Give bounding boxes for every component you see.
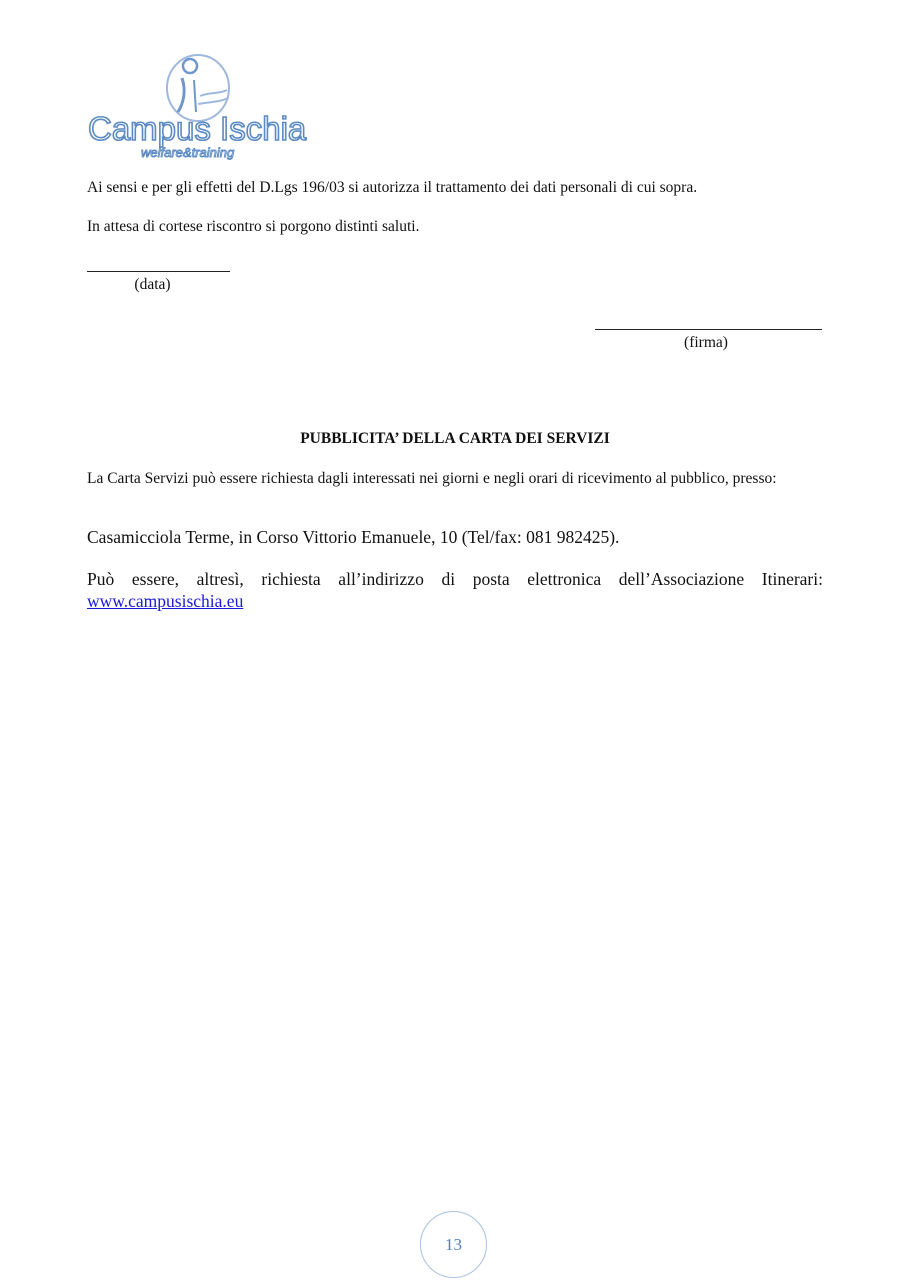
signature-label: (firma) [684,334,728,351]
email-paragraph: Può essere, altresì, richiesta all’indirizzo di posta elettronica dell’Associazione Itinerari: [87,569,823,589]
date-signature-line [87,271,230,272]
section-heading: PUBBLICITA’ DELLA CARTA DEI SERVIZI [300,430,610,447]
website-link[interactable]: www.campusischia.eu [87,591,244,611]
page-number-badge [420,1211,487,1278]
logo-wordmark: Campus Ischia [88,110,307,147]
office-address: Casamicciola Terme, in Corso Vittorio Emanuele, 10 (Tel/fax: 081 982425). [87,527,620,547]
signature-line [595,329,822,330]
request-paragraph: La Carta Servizi può essere richiesta dagli interessati nei giorni e negli orari di ricevimento al pubblico, presso: [87,470,777,487]
logo-tagline: welfare&training [141,145,235,160]
closing-regards-text: In attesa di cortese riscontro si porgono distinti saluti. [87,218,420,235]
page-number: 13 [445,1234,462,1254]
campus-ischia-logo [86,50,311,162]
privacy-consent-text: Ai sensi e per gli effetti del D.Lgs 196/03 si autorizza il trattamento dei dati personali di cui sopra. [87,179,698,196]
date-label: (data) [134,276,171,293]
logo-graphic [86,50,311,162]
